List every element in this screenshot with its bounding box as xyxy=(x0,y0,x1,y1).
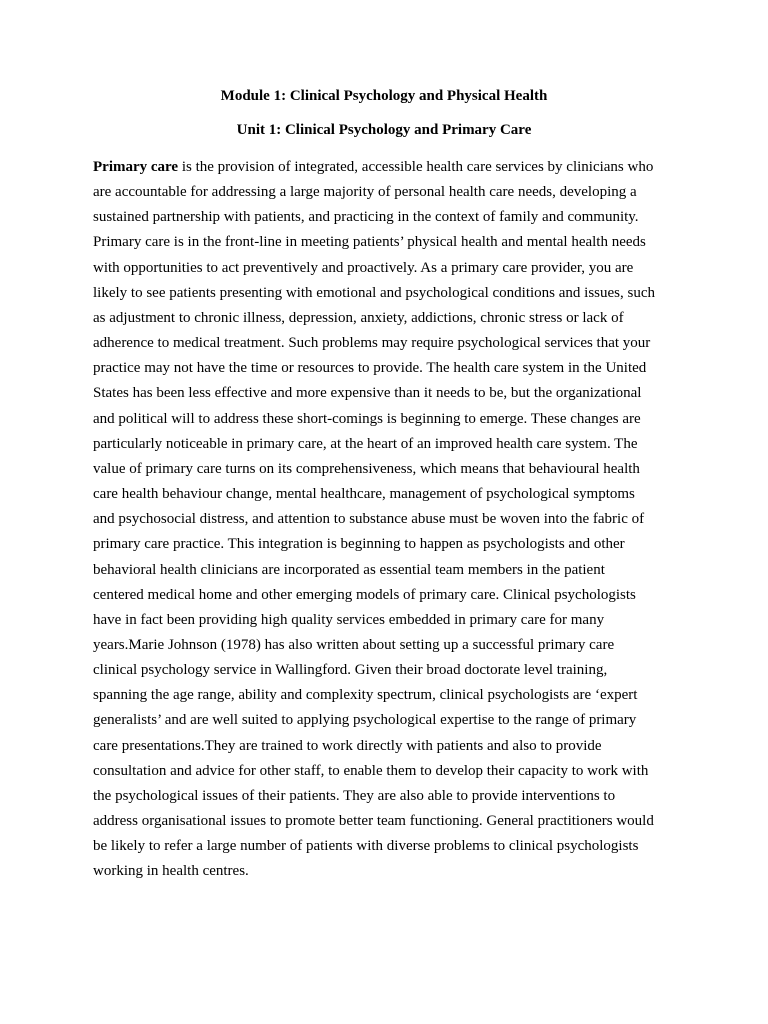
paragraph-line: address organisational issues to promote better team functioning. General practitioners would xyxy=(93,813,654,830)
paragraph-line: consultation and advice for other staff, to enable them to develop their capacity to work with xyxy=(93,762,649,779)
paragraph-line: and psychosocial distress, and attention to substance abuse must be woven into the fabric of xyxy=(93,511,645,528)
paragraph-line: practice may not have the time or resources to provide. The health care system in the United xyxy=(93,360,647,377)
paragraph-line: likely to see patients presenting with emotional and psychological conditions and issues, such xyxy=(93,284,655,301)
paragraph-line: have in fact been providing high quality services embedded in primary care for many xyxy=(93,611,605,628)
line-text: is the provision of integrated, accessible health care services by clinicians who xyxy=(178,159,654,175)
paragraph-line: care presentations.They are trained to work directly with patients and also to provide xyxy=(93,737,602,754)
paragraph-line: Primary care is in the front-line in meeting patients’ physical health and mental health needs xyxy=(93,234,646,251)
paragraph-line: primary care practice. This integration is beginning to happen as psychologists and other xyxy=(93,536,625,553)
body-paragraph xyxy=(93,155,683,885)
paragraph-line: the psychological issues of their patients. They are also able to provide interventions to xyxy=(93,787,616,804)
paragraph-line: adherence to medical treatment. Such problems may require psychological services that your xyxy=(93,335,651,352)
paragraph-line: value of primary care turns on its comprehensiveness, which means that behavioural health xyxy=(93,460,640,477)
paragraph-line: spanning the age range, ability and complexity spectrum, clinical psychologists are ‘expert xyxy=(93,687,638,704)
paragraph-line: particularly noticeable in primary care, at the heart of an improved health care system. The xyxy=(93,435,638,452)
paragraph-line: centered medical home and other emerging models of primary care. Clinical psychologists xyxy=(93,586,636,603)
paragraph-line: clinical psychology service in Wallingford. Given their broad doctorate level training, xyxy=(93,662,608,679)
paragraph-line xyxy=(93,155,683,180)
unit-title: Unit 1: Clinical Psychology and Primary Care xyxy=(236,122,532,138)
paragraph-line: care health behaviour change, mental healthcare, management of psychological symptoms xyxy=(93,486,635,503)
paragraph-line: sustained partnership with patients, and practicing in the context of family and community. xyxy=(93,209,639,226)
lead-term: Primary care xyxy=(93,159,179,175)
paragraph-line: years.Marie Johnson (1978) has also written about setting up a successful primary care xyxy=(93,636,615,653)
module-title: Module 1: Clinical Psychology and Physical Health xyxy=(220,88,548,104)
paragraph-line: generalists’ and are well suited to applying psychological expertise to the range of primary xyxy=(93,712,637,729)
paragraph-line: as adjustment to chronic illness, depression, anxiety, addictions, chronic stress or lack of xyxy=(93,309,624,326)
paragraph-line: be likely to refer a large number of patients with diverse problems to clinical psychologists xyxy=(93,838,639,855)
paragraph-line: with opportunities to act preventively and proactively. As a primary care provider, you are xyxy=(93,259,634,276)
paragraph-line: are accountable for addressing a large majority of personal health care needs, developing a xyxy=(93,184,637,201)
paragraph-line: behavioral health clinicians are incorporated as essential team members in the patient xyxy=(93,561,605,578)
paragraph-line: working in health centres. xyxy=(93,863,249,880)
paragraph-line: States has been less effective and more expensive than it needs to be, but the organizational xyxy=(93,385,642,402)
paragraph-line: and political will to address these short-comings is beginning to emerge. These changes are xyxy=(93,410,641,427)
